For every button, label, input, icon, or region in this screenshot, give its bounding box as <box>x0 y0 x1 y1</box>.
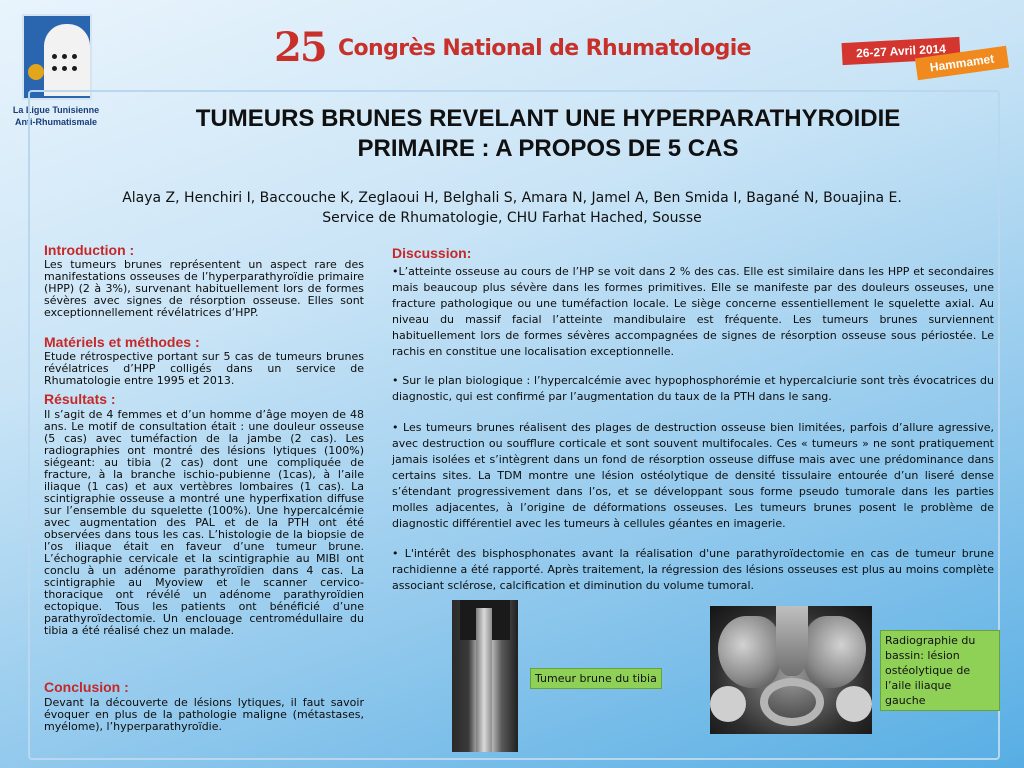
left-femoral-head <box>710 686 746 722</box>
conclusion-text: Devant la découverte de lésions lytiques, il faut savoir évoquer en plus de la pathologie maligne (métastases, myélome), l’hyperparathyroïdie. <box>44 696 364 733</box>
logo-dot <box>62 66 67 71</box>
city-badge: Hammamet <box>915 46 1009 81</box>
league-name-line2: Anti-Rhumatismale <box>14 117 97 127</box>
poster-title-line2: PRIMAIRE : A PROPOS DE 5 CAS <box>357 135 739 162</box>
left-iliac-wing <box>718 616 780 688</box>
introduction-heading: Introduction : <box>44 242 135 258</box>
pelvis-caption: Radiographie du bassin: lésion ostéolytique de l’aile iliaque gauche <box>880 630 1000 711</box>
logo-dot <box>62 54 67 59</box>
discussion-paragraph: • L'intérêt des bisphosphonates avant la réalisation d'une parathyroïdectomie en cas de tumeur brune rachidienne a été rapporté. Après traitement, la régression des lésions osseuses est plus au moins complète associant sclérose, calcification et diminution du volume tumoral. <box>392 547 994 592</box>
methods-text: Etude rétrospective portant sur 5 cas de tumeurs brunes révélatrices d’HPP colligés dans un service de Rhumatologie entre 1995 et 2013. <box>44 350 364 387</box>
tibia-bone-shape <box>476 608 492 752</box>
logo-dot <box>52 54 57 59</box>
poster-title-line1: TUMEURS BRUNES REVELANT UNE HYPERPARATHYROIDIE <box>195 105 901 132</box>
discussion-paragraph: •L’atteinte osseuse au cours de l’HP se voit dans 2 % des cas. Elle est similaire dans les HPP et secondaires mais beaucoup plus sévère dans les formes primitives. Elle se manifeste par des douleurs osseuses, une fracture pathologique ou une tuméfaction locale. Le siège concerne essentiellement le squelette axial. Au niveau du massif facial l’atteinte mandibulaire est fréquente. Les tumeurs brunes surviennent habituellement lors de formes sévères accompagnées de signes de résorption osseuse sous périostée. Le rachis en constitue une localisation exceptionnelle. <box>392 265 994 358</box>
congress-title: Congrès National de Rhumatologie <box>338 36 751 61</box>
results-heading: Résultats : <box>44 391 116 407</box>
discussion-heading: Discussion: <box>392 245 472 261</box>
conclusion-heading: Conclusion : <box>44 679 129 695</box>
methods-heading: Matériels et méthodes : <box>44 334 200 350</box>
discussion-paragraph: • Les tumeurs brunes réalisent des plages de destruction osseuse bien limitées, parfois d’allure agressive, avec destruction ou soufflure corticale et sont souvent multifocales. Ces « tumeurs » ne sont pratiquement jamais isolées et s’intègrent dans un fond de résorption osseuse diffuse mais avec une prédominance dans certains sites. La TDM montre une lésion ostéolytique de densité tissulaire entourée d’un liseré dense s’étendant progressivement dans l’os, et se développant sous forme pseudo tumorale dans les parties molles adjacentes, à l’origine de déformations osseuses. Les tumeurs brunes posent le problème de diagnostic différentiel avec les tumeurs à cellules géantes en imagerie. <box>392 421 994 530</box>
tibia-caption: Tumeur brune du tibia <box>530 668 662 689</box>
league-logo <box>22 14 92 100</box>
sacrum-shape <box>776 606 808 676</box>
pelvic-ring <box>760 678 824 726</box>
logo-dot <box>72 54 77 59</box>
date-badge: 26-27 Avril 2014 <box>842 37 961 65</box>
poster-title <box>96 104 1000 164</box>
tibia-xray-image <box>452 600 518 752</box>
introduction-text: Les tumeurs brunes représentent un aspect rare des manifestations osseuses de l’hyperparathyroïdie primaire (HPP) (2 à 3%), survenant habituellement lors de formes sévères avec signes de résorption osseuse. Elles sont exceptionnellement révélatrices d’HPP. <box>44 258 364 319</box>
logo-emblem <box>44 24 90 96</box>
congress-number: 25 <box>274 24 326 71</box>
pelvis-xray-image <box>710 606 872 734</box>
authors-list: Alaya Z, Henchiri I, Baccouche K, Zeglaoui H, Belghali S, Amara N, Jamel A, Ben Smida I, Bagané N, Bouajina E. <box>122 190 902 206</box>
results-text: Il s’agit de 4 femmes et d’un homme d’âge moyen de 48 ans. Le motif de consultation était : une douleur osseuse (5 cas) avec tuméfaction de la jambe (2 cas). Les radiographies ont montré des lésions lytiques (100%) siégeant: au tibia (2 cas) dont une compliquée de fracture, à la branche ischio-pubienne (1cas), à l’aile iliaque (1 cas) et aux vertèbres lombaires (1 cas). La scintigraphie osseuse a montré une hyperfixation diffuse sur l’ensemble du squelette (100%). Une hypercalcémie avec augmentation des PAL et de la PTH ont été observées dans tous les cas. L’histologie de la biopsie de l’os iliaque était en faveur d’une tumeur brune. L’échographie cervicale et la scintigraphie au MIBI ont conclu à un adénome parathyroïdien dans 4 cas. La scintigraphie au Myoview et le scanner cervico-thoracique ont révélé un adénome parathyroïdien ectopique. Tous les patients ont bénéficié d’une parathyroïdectomie. Un enclouage centromédullaire du tibia a été réalisé chez un malade. <box>44 408 364 637</box>
logo-hand-icon <box>28 64 44 80</box>
discussion-paragraph: • Sur le plan biologique : l’hypercalcémie avec hypophosphorémie et hypercalciurie sont très évocatrices du diagnostic, qui est confirmé par l’augmentation du taux de la PTH dans le sang. <box>392 374 994 403</box>
right-femoral-head <box>836 686 872 722</box>
service-affiliation: Service de Rhumatologie, CHU Farhat Hached, Sousse <box>322 210 702 226</box>
logo-dot <box>52 66 57 71</box>
right-iliac-wing <box>804 616 866 688</box>
logo-dot <box>72 66 77 71</box>
league-name-line1: La Ligue Tunisienne <box>12 105 100 115</box>
authors-block <box>40 188 984 228</box>
